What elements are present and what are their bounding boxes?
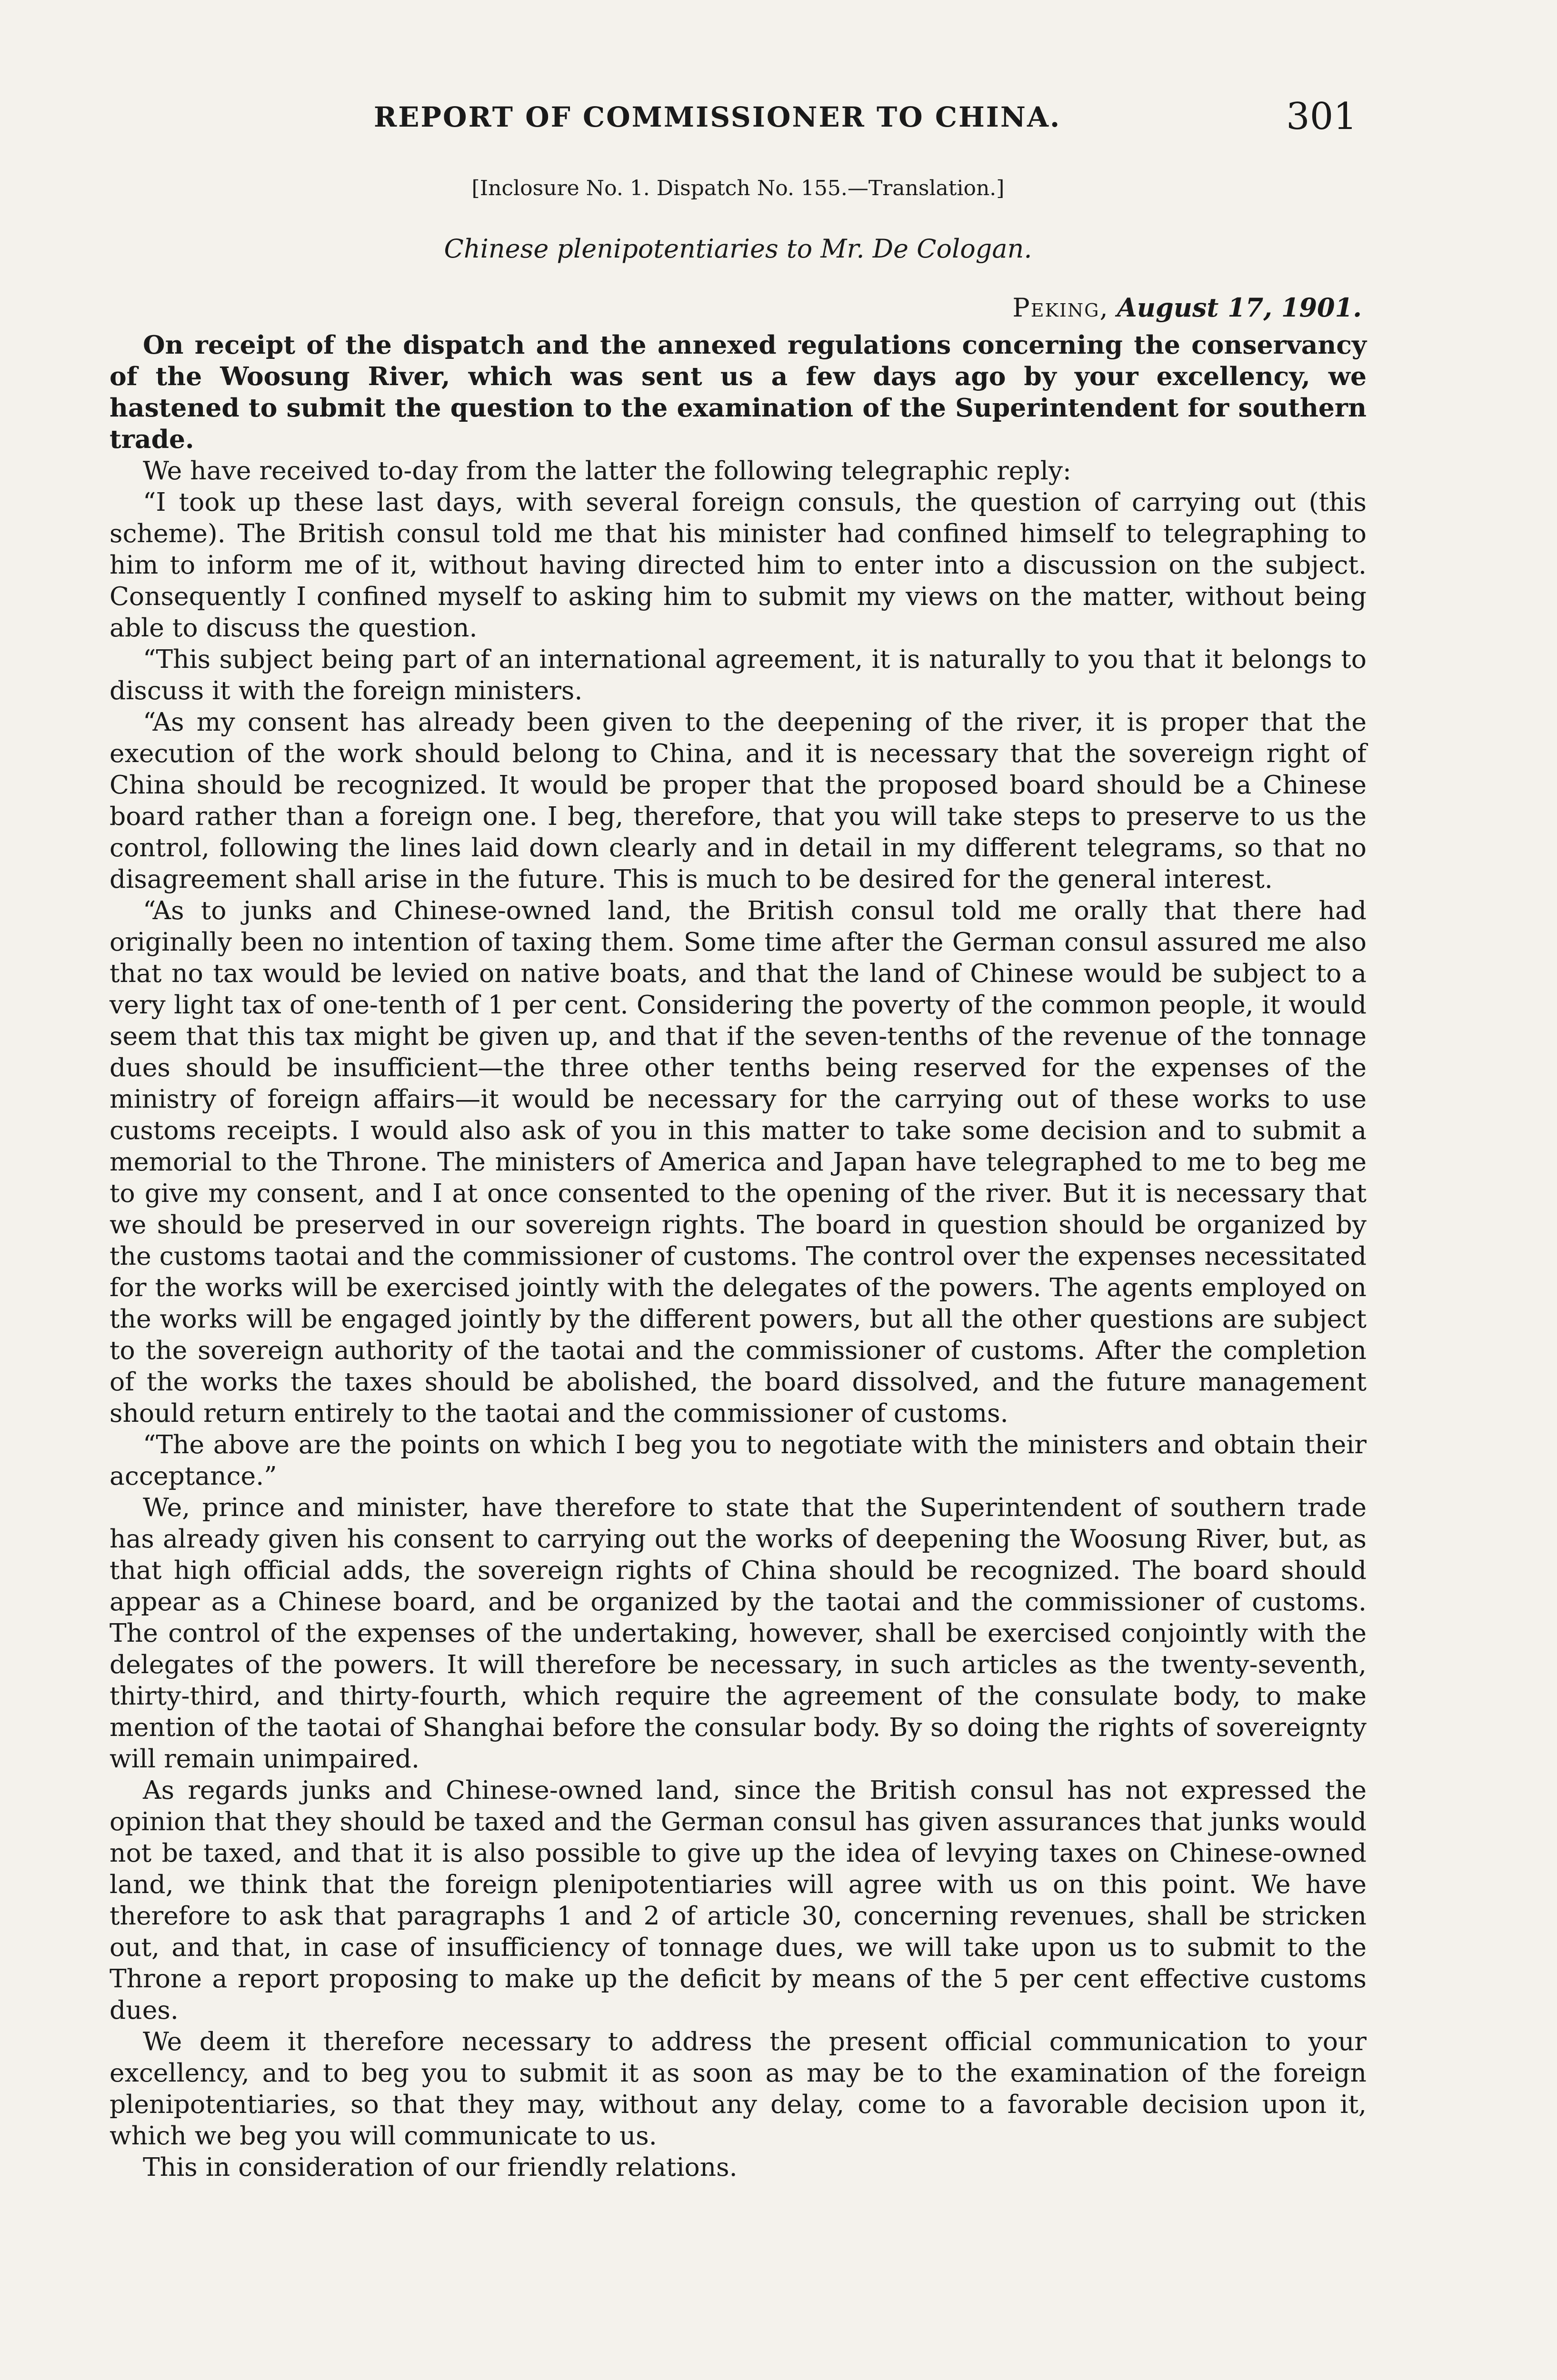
paragraph: “As to junks and Chinese-owned land, the British consul told me orally that there had originally been no intention of taxing them. Some time after the German consul assured me also that no tax would be levied on native boats, and that the land of Chinese would be subject to a very light tax of one-tenth of 1 per cent. Considering the poverty of the common people, it would seem that this tax might be given up, and that if the seven-tenths of the revenue of the tonnage dues should be insufficient—the three other tenths being reserved for the expenses of the ministry of foreign affairs—it would be necessary for the carrying out of these works to use customs receipts. I would also ask of you in this matter to take some decision and to submit a memorial to the Throne. The ministers of America and Japan have telegraphed to me to beg me to give my consent, and I at once consented to the opening of the river. But it is necessary that we should be preserved in our sovereign rights. The board in question should be organized by the customs taotai and the commissioner of customs. The control over the expenses necessitated for the works will be exercised jointly with the delegates of the powers. The agents employed on the works will be engaged jointly by the different powers, but all the other questions are subject to the sovereign authority of the taotai and the commissioner of customs. After the completion of the works the taxes should be abolished, the board dissolved, and the future management should return entirely to the taotai and the commissioner of customs. [110,895,1367,1428]
dateline [110,292,1367,323]
paragraph: We have received to-day from the latter the following telegraphic reply: [143,456,1071,486]
paragraph: “I took up these last days, with several foreign consuls, the question of carrying out (this scheme). The British consul told me that his minister had confined himself to telegraphing to him to inform me of it, without having directed him to enter into a discussion on the subject. Consequently I confined myself to asking him to submit my views on the matter, without being able to discuss the question. [110,487,1367,643]
dateline-date: August 17, 1901. [1117,292,1362,323]
paragraph: “This subject being part of an international agreement, it is naturally to you that it belongs to discuss it with the foreign ministers. [110,644,1367,705]
paragraph: “The above are the points on which I beg you to negotiate with the ministers and obtain their acceptance.” [110,1429,1367,1491]
paragraph: We deem it therefore necessary to address the present official communication to your excellency, and to beg you to submit it as soon as may be to the examination of the foreign plenipotentiaries, so that they may, without any delay, come to a favorable decision upon it, which we beg you will communicate to us. [110,2026,1367,2151]
paragraph: We, prince and minister, have therefore to state that the Superintendent of southern trade has already given his consent to carrying out the works of deepening the Woosung River, but, as that high official adds, the sovereign rights of China should be recognized. The board should appear as a Chinese board, and be organized by the taotai and the commissioner of customs. The control of the expenses of the undertaking, however, shall be exercised conjointly with the delegates of the powers. It will therefore be necessary, in such articles as the twenty-seventh, thirty-third, and thirty-fourth, which require the agreement of the consulate body, to make mention of the taotai of Shanghai before the consular body. By so doing the rights of sovereignty will remain unimpaired. [110,1492,1367,1774]
page-number: 301 [1286,95,1357,138]
paragraph: On receipt of the dispatch and the annexed regulations concerning the conservancy of the Woosung River, which was sent us a few days ago by your excellency, we hastened to submit the question to the examination of the Superintendent for southern trade. [110,330,1367,454]
paragraph: “As my consent has already been given to the deepening of the river, it is proper that the execution of the work should belong to China, and it is necessary that the sovereign right of China should be recognized. It would be proper that the proposed board should be a Chinese board rather than a foreign one. I beg, therefore, that you will take steps to preserve to us the control, following the lines laid down clearly and in detail in my different telegrams, so that no disagreement shall arise in the future. This is much to be desired for the general interest. [110,707,1367,894]
paragraph: This in consideration of our friendly relations. [143,2152,738,2182]
dateline-place: Peking, [1012,293,1109,323]
inclosure-note: [Inclosure No. 1. Dispatch No. 155.—Translation.] [471,176,1005,200]
paragraph: As regards junks and Chinese-owned land, since the British consul has not expressed the opinion that they should be taxed and the German consul has given assurances that junks would not be taxed, and that it is also possible to give up the idea of levying taxes on Chinese-owned land, we think that the foreign plenipotentiaries will agree with us on this point. We have therefore to ask that paragraphs 1 and 2 of article 30, concerning revenues, shall be stricken out, and that, in case of insufficiency of tonnage dues, we will take upon us to submit to the Throne a report proposing to make up the deficit by means of the 5 per cent effective customs dues. [110,1775,1367,2025]
running-title: REPORT OF COMMISSIONER TO CHINA. [374,101,1061,133]
document-page [110,95,1367,2380]
letter-body [110,329,1367,2183]
running-head [110,95,1367,148]
letter-heading: Chinese plenipotentiaries to Mr. De Cologan. [444,234,1032,264]
